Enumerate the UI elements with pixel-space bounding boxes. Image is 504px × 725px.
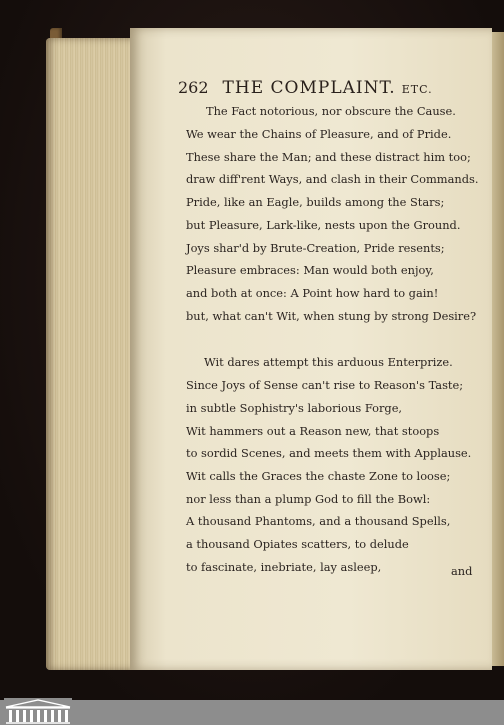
text-line: Pride, like an Eagle, builds among the Stars; — [186, 195, 445, 209]
text-line: a thousand Opiates scatters, to delude — [186, 537, 409, 551]
text-line: draw diff'rent Ways, and clash in their Commands. — [186, 172, 479, 186]
text-line: Wit dares attempt this arduous Enterprize. — [204, 355, 453, 369]
library-building-icon — [4, 698, 72, 725]
text-line: but, what can't Wit, when stung by strong Desire? — [186, 309, 477, 323]
text-line: These share the Man; and these distract him too; — [186, 150, 471, 164]
right-page-edge — [492, 32, 504, 666]
text-line: to sordid Scenes, and meets them with Applause. — [186, 446, 472, 460]
page-header — [178, 78, 438, 98]
page-number: 262 — [178, 78, 209, 97]
text-line: A thousand Phantoms, and a thousand Spells, — [186, 514, 451, 528]
text-line: in subtle Sophistry's laborious Forge, — [186, 401, 403, 415]
text-line: Wit hammers out a Reason new, that stoops — [186, 424, 440, 438]
text-line: and both at once: A Point how hard to gain! — [186, 286, 439, 300]
text-line: The Fact notorious, nor obscure the Cause. — [206, 104, 456, 118]
text-line: but Pleasure, Lark-like, nests upon the Ground. — [186, 218, 461, 232]
running-title: THE COMPLAINT. — [222, 78, 396, 98]
text-line: to fascinate, inebriate, lay asleep, — [186, 560, 382, 574]
running-title-suffix: ETC. — [401, 83, 433, 96]
text-line: Since Joys of Sense can't rise to Reason's Taste; — [186, 378, 464, 392]
text-line: We wear the Chains of Pleasure, and of Pride. — [186, 127, 452, 141]
text-line: Joys shar'd by Brute-Creation, Pride resents; — [186, 241, 445, 255]
page-edges — [46, 38, 142, 670]
text-line: Pleasure embraces: Man would both enjoy, — [186, 263, 434, 277]
text-line: Wit calls the Graces the chaste Zone to loose; — [186, 469, 451, 483]
footer-bar — [0, 700, 504, 725]
catchword: and — [451, 564, 473, 578]
text-line: nor less than a plump God to fill the Bowl: — [186, 492, 431, 506]
